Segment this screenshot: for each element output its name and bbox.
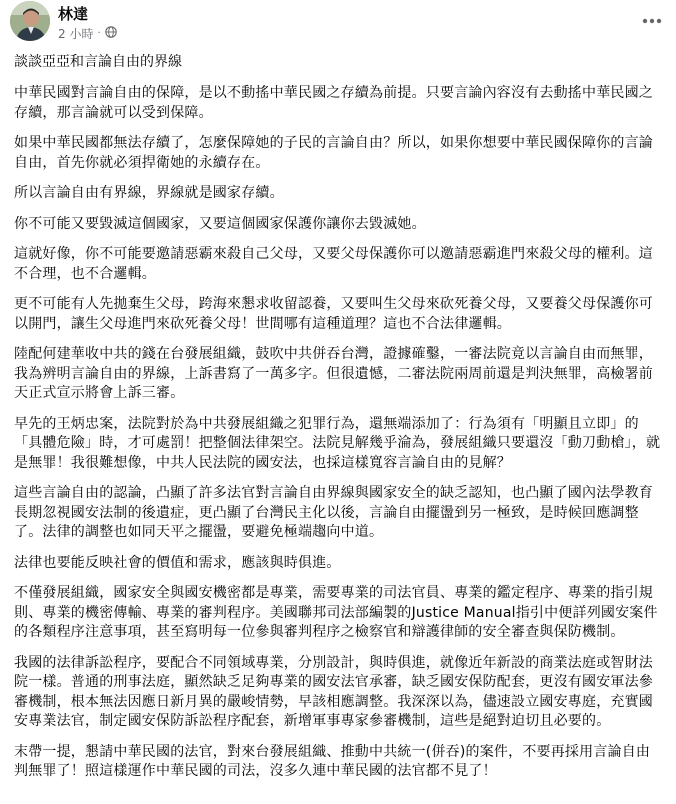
avatar[interactable] [10,1,50,41]
post-paragraph: 更不可能有人先拋棄生父母，跨海來懇求收留認養，又要叫生父母來砍死養父母，又要養父母保護你可以開門，讓生父母進門來砍死養父母！世間哪有這種道理？這也不合法律邏輯。 [14,296,653,332]
post-header [0,0,676,44]
post-paragraph: 不僅發展組織，國家安全與國安機密都是專業，需要專業的司法官員、專業的鑑定程序、專業的指引規則、專業的機密傳輸、專業的審判程序。美國聯邦司法部編製的Justice Manual指引中便詳列國安案件的各類程序注意事項，甚至寫明每一位參與審判程序之檢察官和辯護律師的安全審查與保防機制。 [14,585,658,640]
post-paragraph: 你不可能又要毀滅這個國家，又要這個國家保護你讓你去毀滅她。 [14,215,426,232]
post-title: 談談亞亞和言論自由的界線 [14,54,182,70]
more-options-button[interactable] [636,6,668,30]
meta-separator: · [97,28,101,39]
author-name[interactable]: 林達 [58,5,89,23]
post-paragraph: 如果中華民國都無法存續了，怎麼保障她的子民的言論自由？所以，如果你想要中華民國保障你的言論自由，首先你就必須捍衛她的永續存在。 [14,135,653,171]
post-paragraph: 陸配何建華收中共的錢在台發展組織，鼓吹中共併吞台灣，證據確鑿，一審法院竟以言論自由而無罪，我為辨明言論自由的界線，上訴書寫了一萬多字。但很遺憾，二審法院兩周前還是判決無罪，高檢署前天正式宣示將會上訴三審。 [14,346,653,401]
post-paragraph: 所以言論自由有界線，界線就是國家存續。 [14,185,284,201]
post-paragraph: 早先的王炳忠案，法院對於為中共發展組織之犯罪行為，還無端添加了：行為須有「明顯且立即」的「具體危險」時，才可處罰！把整個法律架空。法院見解幾乎淪為，發展組織只要還沒「動刀動槍」，就是無罪！我很難想像，中共人民法院的國安法，也採這樣寬容言論自由的見解？ [14,415,661,471]
post-paragraph: 法律也要能反映社會的價值和需求，應該與時俱進。 [14,554,341,571]
post-time[interactable]: 2 小時 [58,27,94,41]
post-body [0,44,676,782]
post-paragraph: 這些言論自由的認論，凸顯了許多法官對言論自由界線與國家安全的缺乏認知，也凸顯了國內法學教育長期忽視國安法制的後遺症，更凸顯了台灣民主化以後，言論自由擺盪到另一極致，是時候回應調整了。法律的調整也如同天平之擺盪，要避免極端趨向中道。 [14,485,653,540]
post-paragraph: 我國的法律訴訟程序，要配合不同領域專業，分別設計，與時俱進，就像近年新設的商業法庭或智財法院一樣。普通的刑事法庭，顯然缺乏足夠專業的國安法官承審，缺乏國安保防配套，更沒有國安軍法參審機制，根本無法因應日新月異的嚴峻情勢，早該相應調整。我深深以為，儘速設立國安專庭，充實國安專業法官，制定國安保防訴訟程序配套，新增軍事專家參審機制，這些是絕對迫切且必要的。 [14,654,653,729]
more-horizontal-icon [642,9,662,28]
post-paragraph: 中華民國對言論自由的保障，是以不動搖中華民國之存續為前提。只要言論內容沒有去動搖中華民國之存續，那言論就可以受到保障。 [14,85,653,121]
public-globe-icon[interactable] [105,26,117,41]
post-paragraph: 末帶一提，懇請中華民國的法官，對來台發展組織、推動中共統一(併吞)的案件，不要再採用言論自由判無罪了！照這樣運作中華民國的司法，沒多久連中華民國的法官都不見了！ [14,743,651,779]
post-paragraph: 這就好像，你不可能要邀請惡霸來殺自己父母，又要父母保護你可以邀請惡霸進門來殺父母的權利。這不合理，也不合邏輯。 [14,246,653,282]
post-meta [58,25,117,42]
